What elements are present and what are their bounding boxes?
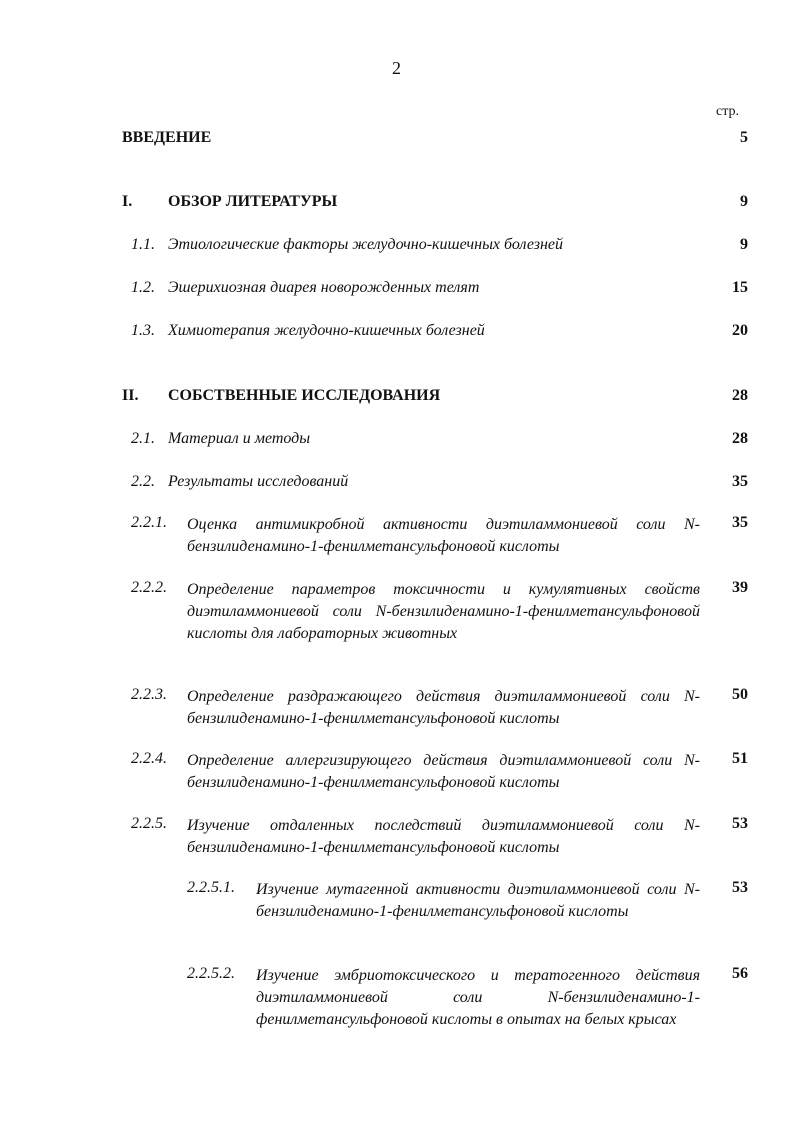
- toc-entry-title: СОБСТВЕННЫЕ ИССЛЕДОВАНИЯ: [168, 387, 441, 404]
- toc-entry-page: 56: [732, 965, 748, 982]
- page-column-label: стр.: [716, 104, 740, 119]
- toc-entry-number: 2.2.2.: [131, 579, 167, 596]
- toc-entry-page: 20: [732, 322, 748, 339]
- toc-entry-title: Определение аллергизирующего действия диэтиламмониевой соли N-бензилиденамино-1-фенилметансульфоновой кислоты: [187, 752, 700, 791]
- toc-entry-page: 51: [732, 750, 748, 767]
- toc-entry-number: 2.2.: [131, 473, 155, 490]
- toc-entry-number: 1.3.: [131, 322, 155, 339]
- toc-entry-page: 39: [732, 579, 748, 596]
- toc-entry-page: 50: [732, 686, 748, 703]
- toc-entry-page: 35: [732, 473, 748, 490]
- toc-entry-title: Изучение отдаленных последствий диэтиламмониевой соли N-бензилиденамино-1-фенилметансульфоновой кислоты: [187, 817, 700, 856]
- toc-entry-page: 35: [732, 514, 748, 531]
- toc-entry-title: Изучение эмбриотоксического и тератогенного действия диэтиламмониевой соли N-бензилиденамино-1-фенилметансульфоновой кислоты в опытах на белых крысах: [256, 967, 700, 1028]
- toc-entry-title: Эшерихиозная диарея новорожденных телят: [168, 279, 480, 296]
- toc-entry-number: I.: [122, 193, 133, 210]
- toc-entry-title: Материал и методы: [168, 430, 311, 447]
- toc-entry-number: 2.2.5.2.: [187, 965, 235, 982]
- toc-entry-number: II.: [122, 387, 139, 404]
- toc-entry-title: Химиотерапия желудочно-кишечных болезней: [168, 322, 485, 339]
- page-number: 2: [392, 58, 401, 78]
- toc-entry-number: 2.2.1.: [131, 514, 167, 531]
- toc-entry-title: Этиологические факторы желудочно-кишечных болезней: [168, 236, 563, 253]
- toc-entry-page: 53: [732, 879, 748, 896]
- toc-entry-title: ВВЕДЕНИЕ: [122, 129, 212, 146]
- toc-entry-page: 9: [740, 236, 748, 253]
- toc-entry-number: 2.1.: [131, 430, 155, 447]
- toc-entry-page: 9: [740, 193, 748, 210]
- toc-entry-number: 1.1.: [131, 236, 155, 253]
- toc-entry-title: Результаты исследований: [168, 473, 349, 490]
- toc-entry-title: Определение параметров токсичности и кумулятивных свойств диэтиламмониевой соли N-бензилиденамино-1-фенилметансульфоновой кислоты для лабораторных животных: [187, 581, 700, 642]
- toc-entry-title: Определение раздражающего действия диэтиламмониевой соли N-бензилиденамино-1-фенилметансульфоновой кислоты: [187, 688, 700, 727]
- toc-entry-page: 28: [732, 430, 748, 447]
- toc-entry-title: Изучение мутагенной активности диэтиламмониевой соли N-бензилиденамино-1-фенилметансульфоновой кислоты: [256, 881, 700, 920]
- toc-entry-number: 2.2.4.: [131, 750, 167, 767]
- toc-entry-number: 2.2.5.1.: [187, 879, 235, 896]
- toc-entry-page: 28: [732, 387, 748, 404]
- toc-entry-number: 2.2.3.: [131, 686, 167, 703]
- toc-entry-title: Оценка антимикробной активности диэтиламмониевой соли N-бензилиденамино-1-фенилметансульфоновой кислоты: [187, 516, 700, 555]
- toc-entry-number: 1.2.: [131, 279, 155, 296]
- toc-entry-page: 15: [732, 279, 748, 296]
- toc-entry-title: ОБЗОР ЛИТЕРАТУРЫ: [168, 193, 338, 210]
- toc-entry-page: 5: [740, 129, 748, 146]
- toc-entry-number: 2.2.5.: [131, 815, 167, 832]
- toc-entry-page: 53: [732, 815, 748, 832]
